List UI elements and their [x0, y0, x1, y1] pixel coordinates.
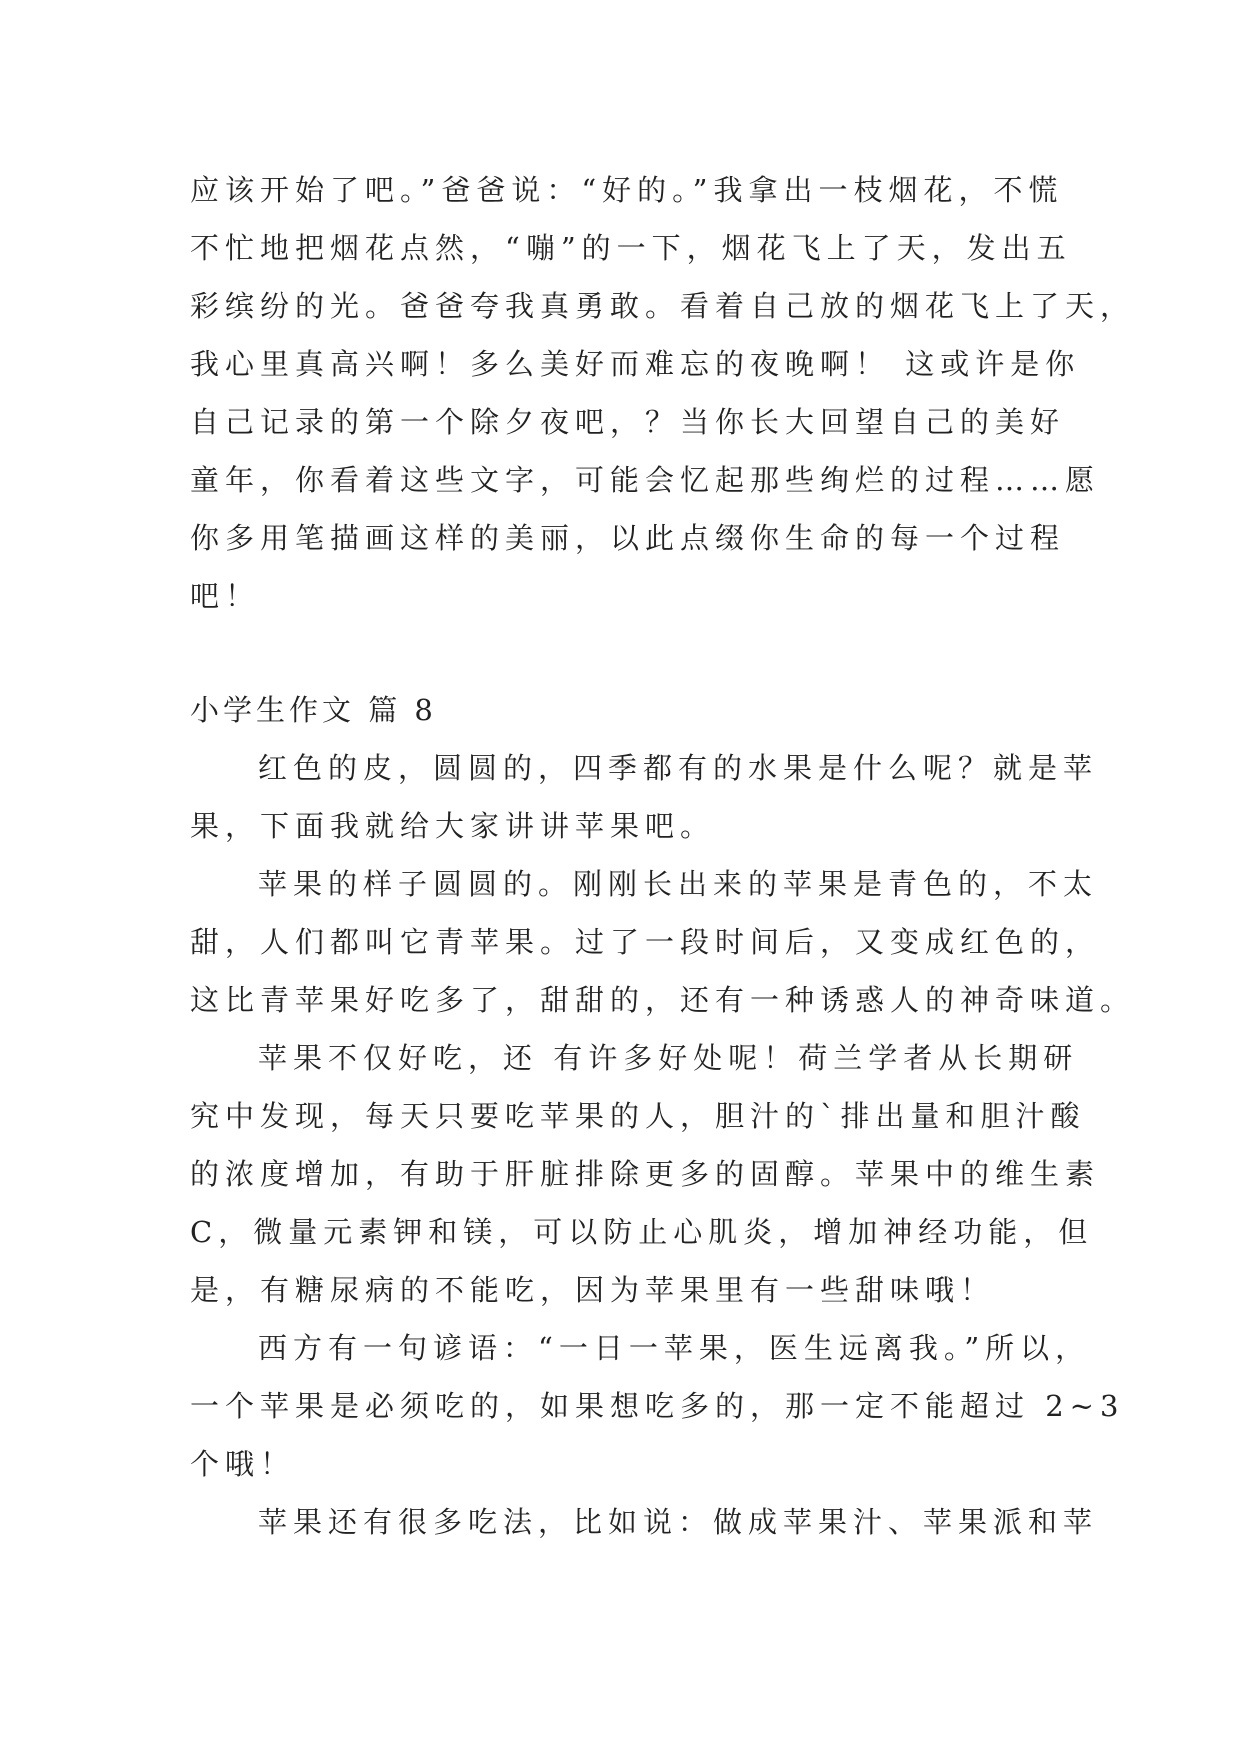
- text-line: 应该开始了吧。”爸爸说：“好的。”我拿出一枝烟花，不慌: [190, 173, 1064, 207]
- text-line: 这比青苹果好吃多了，甜甜的，还有一种诱惑人的神奇味道。: [190, 983, 1136, 1017]
- text-line: 一个苹果是必须吃的，如果想吃多的，那一定不能超过 2~3: [190, 1389, 1125, 1423]
- text-line: 的浓度增加，有助于肝脏排除更多的固醇。苹果中的维生素: [190, 1157, 1101, 1191]
- section-title: 小学生作文 篇 8: [190, 693, 437, 727]
- text-line: 个哦！: [190, 1447, 296, 1481]
- text-line: 不忙地把烟花点然，“嘣”的一下，烟花飞上了天，发出五: [190, 231, 1072, 265]
- text-line: C，微量元素钾和镁，可以防止心肌炎，增加神经功能，但: [190, 1215, 1094, 1249]
- text-line: 是，有糖尿病的不能吃，因为苹果里有一些甜味哦！: [190, 1273, 996, 1307]
- text-line: 童年，你看着这些文字，可能会忆起那些绚烂的过程……愿: [190, 463, 1101, 497]
- text-line: 彩缤纷的光。爸爸夸我真勇敢。看着自己放的烟花飞上了天，: [190, 289, 1136, 323]
- text-line: 西方有一句谚语：“一日一苹果，医生远离我。”所以，: [258, 1331, 1091, 1365]
- text-line: 苹果还有很多吃法，比如说：做成苹果汁、苹果派和苹: [258, 1505, 1099, 1539]
- text-line: 苹果的样子圆圆的。刚刚长出来的苹果是青色的，不太: [258, 867, 1099, 901]
- text-line: 我心里真高兴啊！多么美好而难忘的夜晚啊！ 这或许是你: [190, 347, 1081, 381]
- text-line: 究中发现，每天只要吃苹果的人，胆汁的`排出量和胆汁酸: [190, 1099, 1086, 1133]
- text-line: 红色的皮，圆圆的，四季都有的水果是什么呢？就是苹: [258, 751, 1099, 785]
- text-line: 你多用笔描画这样的美丽，以此点缀你生命的每一个过程: [190, 521, 1066, 555]
- text-line: 吧！: [190, 579, 261, 613]
- text-line: 苹果不仅好吃，还 有许多好处呢！荷兰学者从长期研: [258, 1041, 1079, 1075]
- text-line: 甜，人们都叫它青苹果。过了一段时间后，又变成红色的，: [190, 925, 1101, 959]
- text-line: 果，下面我就给大家讲讲苹果吧。: [190, 809, 716, 843]
- text-line: 自己记录的第一个除夕夜吧，？当你长大回望自己的美好: [190, 405, 1066, 439]
